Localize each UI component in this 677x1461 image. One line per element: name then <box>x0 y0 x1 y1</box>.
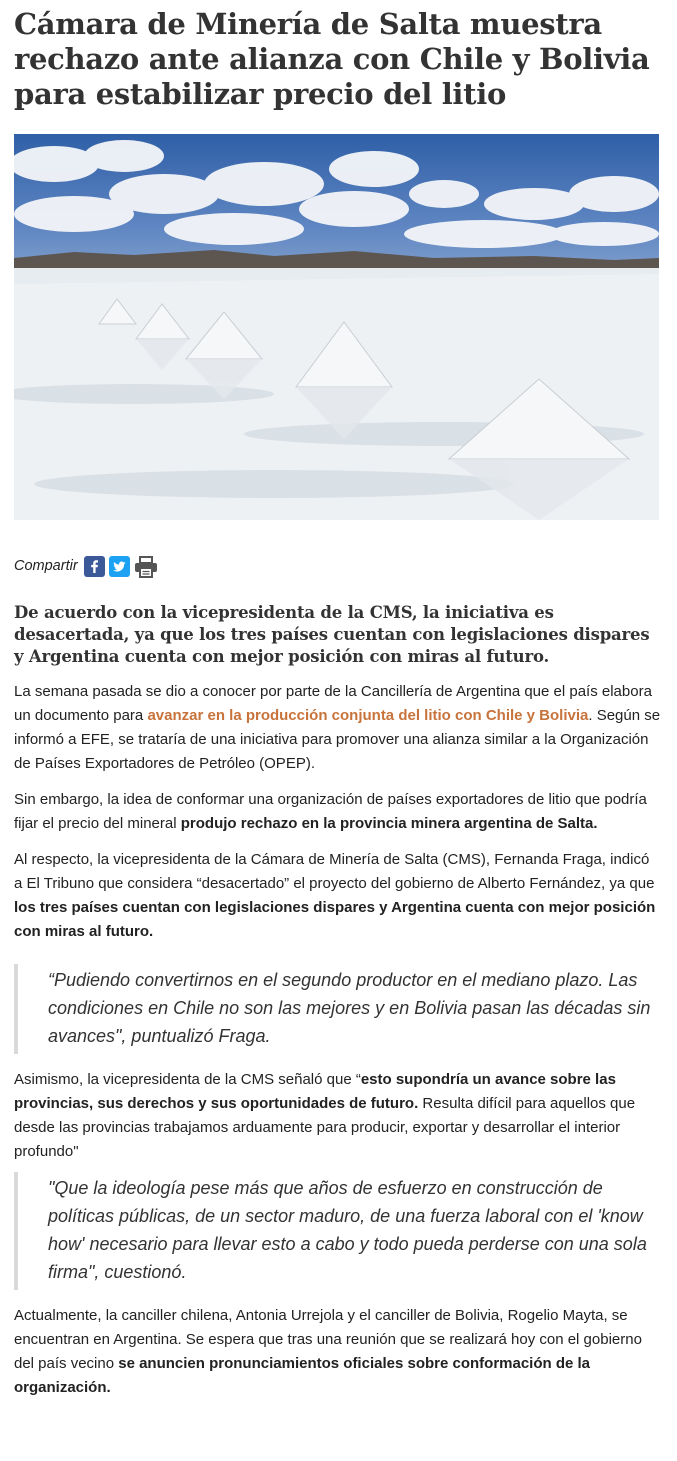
paragraph-text: Resulta difícil para aquellos que desde las provincias trabajamos arduamente para producir, exportar y desarrollar el interior profundo" <box>14 1095 636 1160</box>
paragraph-text: La semana pasada se dio a conocer por parte de la Cancillería de Argentina que el país elabora un documento para <box>14 683 652 724</box>
paragraph-text: Sin embargo, la idea de conformar una organización de países exportadores de litio que podría fijar el precio del mineral <box>14 791 647 832</box>
print-icon[interactable] <box>134 556 158 577</box>
paragraph-4 <box>14 1068 661 1164</box>
paragraph-text: . Según se informó a EFE, se trataría de una iniciativa para promover una alianza similar a la Organización de Países Exportadores de Petróleo (OPEP). <box>14 707 661 772</box>
article-lead: De acuerdo con la vicepresidenta de la CMS, la iniciativa es desacertada, ya que los tres países cuentan con legislaciones dispares y Argentina cuenta con mejor posición con miras al futuro. <box>14 603 650 666</box>
share-label: Compartir <box>14 558 78 574</box>
article-title: Cámara de Minería de Salta muestra rechazo ante alianza con Chile y Bolivia para estabilizar precio del litio <box>14 7 650 111</box>
paragraph-bold: produjo rechazo en la provincia minera argentina de Salta. <box>180 815 598 832</box>
paragraph-text: Al respecto, la vicepresidenta de la Cámara de Minería de Salta (CMS), Fernanda Fraga, indicó a El Tribuno que considera “desacertado” el proyecto del gobierno de Alberto Fernández, ya que <box>14 851 655 892</box>
share-bar <box>14 552 661 580</box>
paragraph-bold: los tres países cuentan con legislaciones dispares y Argentina cuenta con mejor posición con miras al futuro. <box>14 899 656 940</box>
paragraph-2 <box>14 788 661 836</box>
paragraph-text: Asimismo, la vicepresidenta de la CMS señaló que “ <box>14 1071 361 1088</box>
quote-2: "Que la ideología pese más que años de esfuerzo en construcción de políticas públicas, de un sector maduro, de una fuerza laboral con el 'know how' necesario para llevar esto a cabo y todo pueda perderse con una sola firma", cuestionó. <box>14 1172 661 1290</box>
facebook-icon[interactable] <box>84 556 105 577</box>
paragraph-5 <box>14 1304 661 1400</box>
article-hero-image <box>14 134 659 520</box>
paragraph-1 <box>14 680 661 776</box>
paragraph-text: Actualmente, la canciller chilena, Antonia Urrejola y el canciller de Bolivia, Rogelio Mayta, se encuentran en Argentina. Se espera que tras una reunión que se realizará hoy con el gobierno del país vecino <box>14 1307 642 1372</box>
paragraph-bold: se anuncien pronunciamientos oficiales sobre conformación de la organización. <box>14 1355 591 1396</box>
salt-flat-illustration <box>14 134 659 520</box>
production-link[interactable]: avanzar en la producción conjunta del litio con Chile y Bolivia <box>147 707 589 724</box>
quote-1: “Pudiendo convertirnos en el segundo productor en el mediano plazo. Las condiciones en Chile no son las mejores y en Bolivia pasan las décadas sin avances", puntualizó Fraga. <box>14 964 661 1054</box>
paragraph-bold: esto supondría un avance sobre las provincias, sus derechos y sus oportunidades de futuro. <box>14 1071 616 1112</box>
paragraph-3 <box>14 848 661 944</box>
twitter-icon[interactable] <box>109 556 130 577</box>
